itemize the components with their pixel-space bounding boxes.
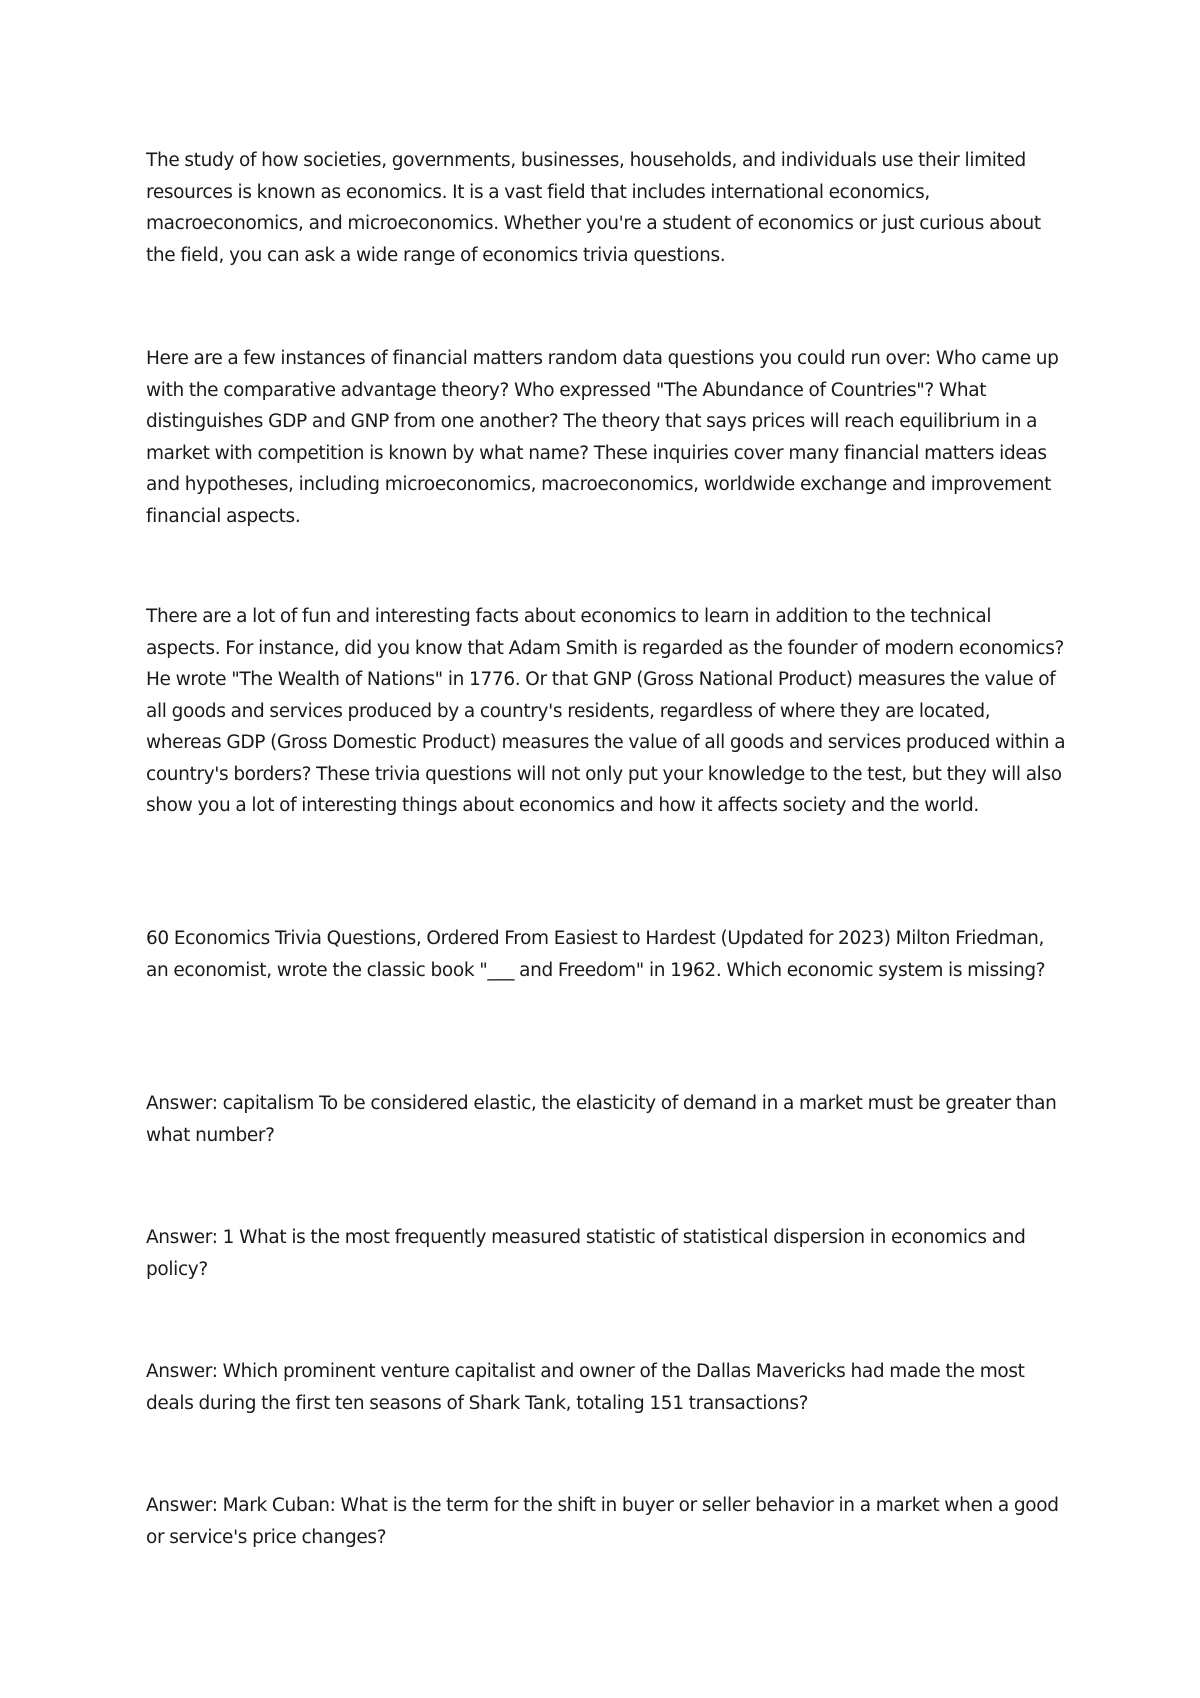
answer-paragraph-2: Answer: 1 What is the most frequently measured statistic of statistical dispersion in economics and policy?	[146, 1227, 1026, 1280]
answer-paragraph-4: Answer: Mark Cuban: What is the term for the shift in buyer or seller behavior in a market when a good or service's price changes?	[146, 1495, 1059, 1548]
answer-paragraph-3: Answer: Which prominent venture capitalist and owner of the Dallas Mavericks had made the most deals during the first ten seasons of Shark Tank, totaling 151 transactions?	[146, 1361, 1025, 1414]
trivia-heading-paragraph: 60 Economics Trivia Questions, Ordered From Easiest to Hardest (Updated for 2023) Milton Friedman, an economist, wrote the classic book "___ and Freedom" in 1962. Which economic system is missing?	[146, 928, 1046, 981]
intro-paragraph: The study of how societies, governments, businesses, households, and individuals use their limited resources is known as economics. It is a vast field that includes international economics, macroeconomics, and microeconomics. Whether you're a student of economics or just curious about the field, you can ask a wide range of economics trivia questions.	[146, 150, 1041, 266]
answer-paragraph-1: Answer: capitalism To be considered elastic, the elasticity of demand in a market must be greater than what number?	[146, 1093, 1057, 1146]
facts-paragraph: There are a lot of fun and interesting facts about economics to learn in addition to the technical aspects. For instance, did you know that Adam Smith is regarded as the founder of modern economics? He wrote "The Wealth of Nations" in 1776. Or that GNP (Gross National Product) measures the value of all goods and services produced by a country's residents, regardless of where they are located, whereas GDP (Gross Domestic Product) measures the value of all goods and services produced within a country's borders? These trivia questions will not only put your knowledge to the test, but they will also show you a lot of interesting things about economics and how it affects society and the world.	[146, 606, 1066, 816]
examples-paragraph: Here are a few instances of financial matters random data questions you could run over: Who came up with the comparative advantage theory? Who expressed "The Abundance of Countries"? What distinguishes GDP and GNP from one another? The theory that says prices will reach equilibrium in a market with competition is known by what name? These inquiries cover many financial matters ideas and hypotheses, including microeconomics, macroeconomics, worldwide exchange and improvement financial aspects.	[146, 348, 1059, 527]
